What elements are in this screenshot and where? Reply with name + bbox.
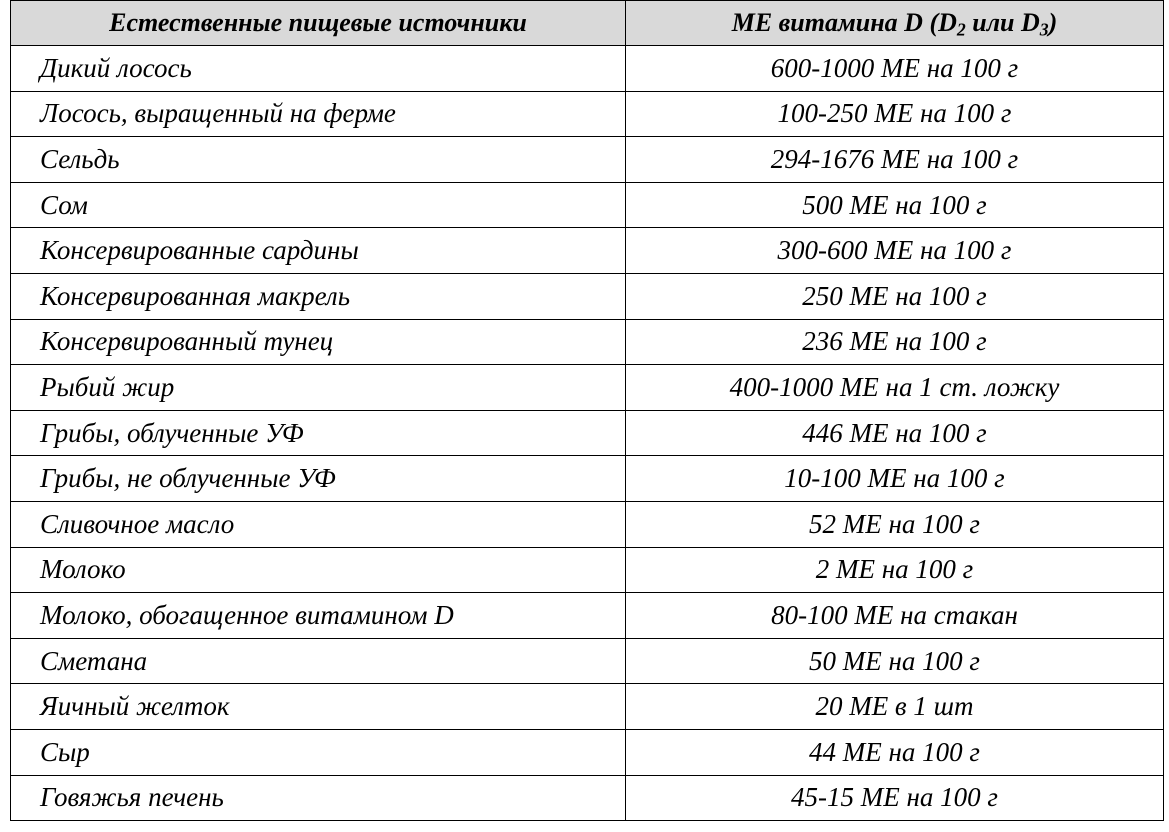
vitamin-d-sources-table (10, 0, 1164, 821)
source-cell: Молоко (11, 547, 626, 593)
table-header (11, 1, 1164, 46)
value-cell: 52 МЕ на 100 г (626, 501, 1164, 547)
header-value-suffix: ) (1048, 8, 1058, 37)
value-cell: 10-100 МЕ на 100 г (626, 456, 1164, 502)
table-row (11, 775, 1164, 821)
table-row (11, 684, 1164, 730)
source-cell: Консервированная макрель (11, 273, 626, 319)
value-cell: 400-1000 МЕ на 1 ст. ложку (626, 365, 1164, 411)
table-row (11, 365, 1164, 411)
header-value-sub-3: 3 (1039, 19, 1049, 40)
header-row (11, 1, 1164, 46)
header-value-prefix: МЕ витамина D (D (731, 8, 957, 37)
value-cell: 294-1676 МЕ на 100 г (626, 137, 1164, 183)
source-cell: Рыбий жир (11, 365, 626, 411)
table-row (11, 729, 1164, 775)
value-cell: 500 МЕ на 100 г (626, 182, 1164, 228)
value-cell: 300-600 МЕ на 100 г (626, 228, 1164, 274)
source-cell: Сметана (11, 638, 626, 684)
source-cell: Дикий лосось (11, 46, 626, 92)
table-row (11, 137, 1164, 183)
value-cell: 44 МЕ на 100 г (626, 729, 1164, 775)
table-row (11, 501, 1164, 547)
source-cell: Сливочное масло (11, 501, 626, 547)
value-cell: 600-1000 МЕ на 100 г (626, 46, 1164, 92)
header-value-mid: или D (965, 8, 1040, 37)
value-cell: 50 МЕ на 100 г (626, 638, 1164, 684)
source-cell: Сыр (11, 729, 626, 775)
source-cell: Сельдь (11, 137, 626, 183)
value-cell: 20 МЕ в 1 шт (626, 684, 1164, 730)
value-cell: 236 МЕ на 100 г (626, 319, 1164, 365)
table-row (11, 228, 1164, 274)
table-row (11, 46, 1164, 92)
value-cell: 80-100 МЕ на стакан (626, 593, 1164, 639)
source-cell: Молоко, обогащенное витамином D (11, 593, 626, 639)
table-row (11, 182, 1164, 228)
table-row (11, 547, 1164, 593)
table-row (11, 319, 1164, 365)
source-cell: Говяжья печень (11, 775, 626, 821)
header-source-column: Естественные пищевые источники (11, 1, 626, 46)
source-cell: Консервированный тунец (11, 319, 626, 365)
source-cell: Грибы, облученные УФ (11, 410, 626, 456)
table-row (11, 273, 1164, 319)
table-row (11, 638, 1164, 684)
source-cell: Грибы, не облученные УФ (11, 456, 626, 502)
table-body (11, 46, 1164, 821)
value-cell: 100-250 МЕ на 100 г (626, 91, 1164, 137)
value-cell: 250 МЕ на 100 г (626, 273, 1164, 319)
value-cell: 45-15 МЕ на 100 г (626, 775, 1164, 821)
table-row (11, 410, 1164, 456)
header-value-column (626, 1, 1164, 46)
table-row (11, 91, 1164, 137)
value-cell: 446 МЕ на 100 г (626, 410, 1164, 456)
source-cell: Сом (11, 182, 626, 228)
source-cell: Лосось, выращенный на ферме (11, 91, 626, 137)
table-row (11, 456, 1164, 502)
value-cell: 2 МЕ на 100 г (626, 547, 1164, 593)
header-value-sub-2: 2 (956, 19, 966, 40)
source-cell: Яичный желток (11, 684, 626, 730)
source-cell: Консервированные сардины (11, 228, 626, 274)
table-row (11, 593, 1164, 639)
